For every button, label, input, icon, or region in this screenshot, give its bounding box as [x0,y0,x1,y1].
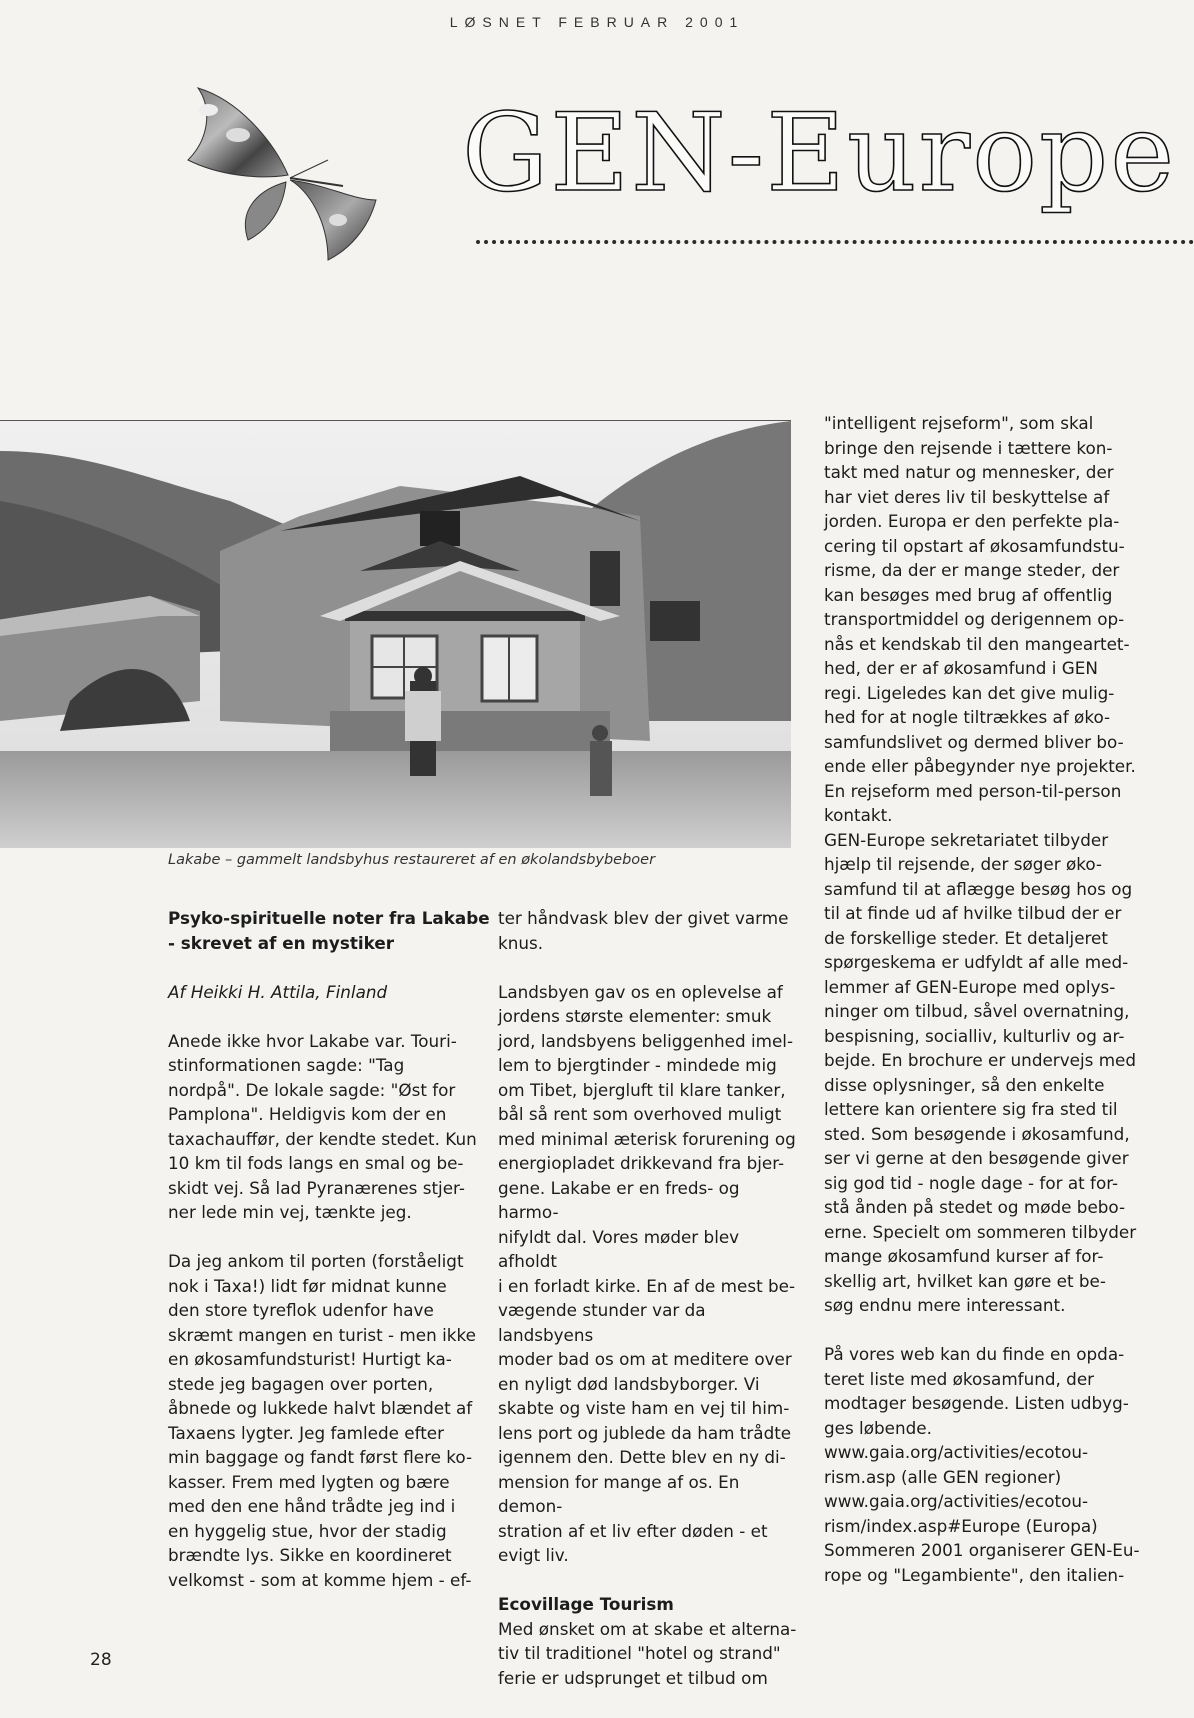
text-line: moder bad os om at meditere over [498,1349,792,1369]
text-line: nordpå". De lokale sagde: "Øst for [168,1079,456,1100]
text-line: ninger om tilbud, såvel overnatning, [824,1001,1130,1021]
text-line: sig god tid - nogle dage - for at for- [824,1172,1119,1193]
text-line: nifyldt dal. Vores møder blev afholdt [498,1226,740,1271]
text-line: bål så rent som overhoved muligt [498,1104,782,1124]
text-line: hjælp til rejsende, der søger øko- [824,854,1102,874]
text-line: Taxaens lygter. Jeg famlede efter [168,1422,445,1443]
text-line: kontakt. [824,805,893,825]
text-line: åbnede og lukkede halvt blændet af [168,1398,473,1418]
text-line: ferie er udsprunget et tilbud om [498,1667,768,1688]
text-line: evigt liv. [498,1545,569,1565]
text-line: spørgeskema er udfyldt af alle med- [824,952,1129,972]
text-line: erne. Specielt om sommeren tilbyder [824,1221,1137,1242]
text-line: jord, landsbyens beliggenhed imel- [498,1030,794,1051]
text-line: en nyligt død landsbyborger. Vi [498,1373,760,1394]
text-line: "intelligent rejseform", som skal [824,413,1094,433]
text-line: søg endnu mere interessant. [824,1295,1066,1315]
text-line: rope og "Legambiente", den italien- [824,1564,1125,1585]
page-number: 28 [90,1650,112,1670]
text-line: lem to bjergtinder - mindede mig [498,1055,777,1075]
text-line: i en forladt kirke. En af de mest be- [498,1275,796,1296]
text-line: Da jeg ankom til porten (forståeligt [168,1251,464,1271]
byline: Af Heikki H. Attila, Finland [168,981,388,1002]
butterfly-illustration [178,80,418,280]
text-line: stå ånden på stedet og møde bebo- [824,1197,1126,1217]
text-line: skidt vej. Så lad Pyranærenes stjer- [168,1177,465,1198]
article-subheading: - skrevet af en mystiker [168,932,394,953]
text-line: med minimal æterisk forurening og [498,1128,796,1149]
house-photo [0,420,791,848]
running-head: LØSNET FEBRUAR 2001 [449,14,745,30]
column-2 [498,906,798,1690]
text-line: regi. Ligeledes kan det give mulig- [824,682,1115,703]
text-line: Landsbyen gav os en oplevelse af [498,981,783,1002]
text-line: sted. Som besøgende i økosamfund, [824,1123,1130,1144]
text-line: Pamplona". Heldigvis kom der en [168,1104,447,1124]
web-link: www.gaia.org/activities/ecotou- [824,1442,1089,1462]
text-line: En rejseform med person-til-person [824,780,1122,801]
text-line: stede jeg bagagen over porten, [168,1373,434,1394]
text-line: ges løbende. [824,1417,932,1438]
text-line: På vores web kan du finde en opda- [824,1344,1125,1364]
text-line: igennem den. Dette blev en ny di- [498,1447,786,1467]
text-line: jordens største elementer: smuk [498,1006,772,1026]
column-1 [168,906,498,1592]
text-line: Sommeren 2001 organiserer GEN-Eu- [824,1540,1140,1560]
text-line: samfund til at aflægge besøg hos og [824,878,1133,899]
text-line: hed, der er af økosamfund i GEN [824,658,1098,678]
text-line: GEN-Europe sekretariatet tilbyder [824,829,1109,850]
column-3 [824,411,1144,1587]
text-line: brændte lys. Sikke en koordineret [168,1545,452,1565]
text-line: vægende stunder var da landsbyens [498,1300,706,1345]
text-line: nok i Taxa!) lidt før midnat kunne [168,1275,447,1296]
text-line: kasser. Frem med lygten og bære [168,1471,450,1492]
text-line: den store tyreflok udenfor have [168,1300,434,1320]
text-line: ser vi gerne at den besøgende giver [824,1148,1129,1168]
text-line: transportmiddel og derigennem op- [824,609,1125,629]
text-line: disse oplysninger, så den enkelte [824,1074,1105,1095]
text-line: har viet deres liv til beskyttelse af [824,486,1110,507]
page-title: GEN-Europe [462,91,1177,216]
text-line: modtager besøgende. Listen udbyg- [824,1393,1129,1413]
photo-caption: Lakabe – gammelt landsbyhus restaureret af en økolandsbybeboer [168,852,656,868]
text-line: bespisning, socialliv, kulturliv og ar- [824,1025,1125,1046]
text-line: gene. Lakabe er en freds- og harmo- [498,1177,740,1222]
text-line: jorden. Europa er den perfekte pla- [824,511,1120,531]
text-line: rism.asp (alle GEN regioner) [824,1466,1062,1487]
text-line: lens port og jublede da ham trådte [498,1422,792,1443]
text-line: risme, da der er mange steder, der [824,560,1120,580]
text-line: stration af et liv efter døden - et [498,1520,768,1541]
text-line: skabte og viste ham en vej til him- [498,1398,790,1418]
text-line: 10 km til fods langs en smal og be- [168,1153,464,1173]
text-line: ende eller påbegynder nye projekter. [824,756,1136,776]
text-line: teret liste med økosamfund, der [824,1368,1095,1389]
text-line: energiopladet drikkevand fra bjer- [498,1153,785,1173]
text-line: stinformationen sagde: "Tag [168,1055,405,1075]
text-line: taxachauffør, der kendte stedet. Kun [168,1128,477,1149]
section-heading: Ecovillage Tourism [498,1594,674,1614]
text-line: skellig art, hvilket kan gøre et be- [824,1270,1106,1291]
text-line: til at finde ud af hvilke tilbud der er [824,903,1122,923]
text-line: om Tibet, bjergluft til klare tanker, [498,1079,786,1100]
text-line: tiv til traditionel "hotel og strand" [498,1643,781,1663]
text-line: med den ene hånd trådte jeg ind i [168,1496,456,1516]
text-line: rism/index.asp#Europe (Europa) [824,1515,1098,1536]
text-line: en hyggelig stue, hvor der stadig [168,1520,447,1541]
text-line: lettere kan orientere sig fra sted til [824,1099,1118,1119]
text-line: Anede ikke hvor Lakabe var. Touri- [168,1030,457,1051]
text-line: kan besøges med brug af offentlig [824,584,1113,605]
text-line: cering til opstart af økosamfundstu- [824,535,1125,556]
text-line: Med ønsket om at skabe et alterna- [498,1618,797,1639]
text-line: samfundslivet og dermed bliver bo- [824,731,1124,752]
text-line: hed for at nogle tiltrækkes af øko- [824,707,1111,727]
text-line: nås et kendskab til den mangeartet- [824,633,1130,654]
text-line: mension for mange af os. En demon- [498,1471,740,1516]
web-link: www.gaia.org/activities/ecotou- [824,1491,1089,1511]
text-line: ter håndvask blev der givet varme [498,908,789,928]
text-line: ner lede min vej, tænkte jeg. [168,1202,412,1222]
text-line: mange økosamfund kurser af for- [824,1246,1104,1266]
text-line: de forskellige steder. Et detaljeret [824,927,1108,948]
text-line: velkomst - som at komme hjem - ef- [168,1569,472,1590]
text-line: knus. [498,932,544,953]
article-heading: Psyko-spirituelle noter fra Lakabe [168,908,490,928]
text-line: min baggage og fandt først flere ko- [168,1447,473,1467]
text-line: takt med natur og mennesker, der [824,462,1114,482]
title-dotted-rule [476,240,1194,244]
text-line: lemmer af GEN-Europe med oplys- [824,976,1116,997]
text-line: skræmt mangen en turist - men ikke [168,1324,476,1345]
text-line: bejde. En brochure er undervejs med [824,1050,1137,1070]
text-line: bringe den rejsende i tættere kon- [824,437,1113,458]
text-line: en økosamfundsturist! Hurtigt ka- [168,1349,452,1369]
